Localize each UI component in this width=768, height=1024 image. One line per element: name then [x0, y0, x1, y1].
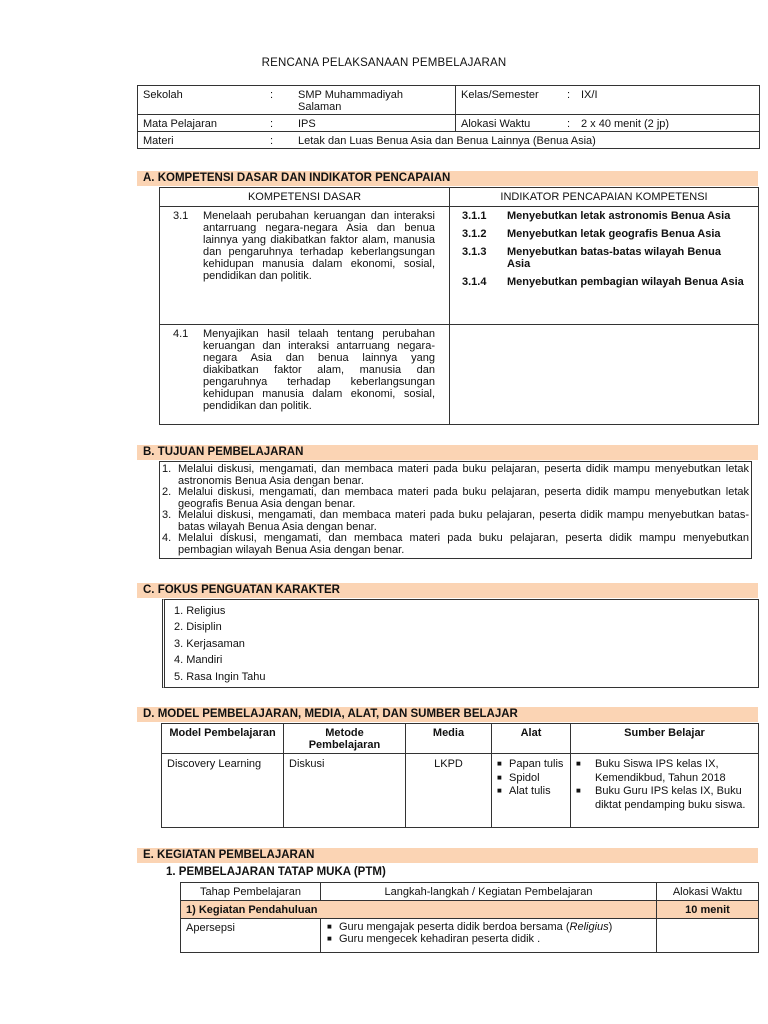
- section-c-heading: C. FOKUS PENGUATAN KARAKTER: [137, 583, 758, 598]
- colon: :: [270, 135, 274, 147]
- colon: :: [567, 118, 571, 130]
- sumber-header: Sumber Belajar: [571, 724, 759, 754]
- indicator-text: Menyebutkan pembagian wilayah Benua Asia: [507, 276, 744, 288]
- kd-2-text: Menyajikan hasil telaah tentang perubahan keruangan dan interaksi antarruang negara-negara Asia dan benua lainnya yang diakibatkan faktor alam, manusia dan pengaruhnya terhadap keberlangsungan kehidupan manusia dalam ekonomi, sosial, pendidikan dan politik.: [203, 328, 435, 412]
- kd-2-cell: [160, 325, 450, 425]
- tujuan-item: [162, 533, 749, 556]
- indicator-number: 3.1.3: [462, 246, 487, 258]
- alat-cell: [492, 754, 571, 828]
- alokasi-header: Alokasi Waktu: [657, 883, 759, 901]
- step-text: Guru mengecek kehadiran peserta didik .: [339, 933, 541, 945]
- indicator-item: [462, 228, 746, 240]
- alat-text: Papan tulis: [509, 758, 564, 770]
- kelas-cell: [456, 86, 760, 115]
- apersepsi-time: [657, 919, 759, 953]
- step-text: Guru mengajak peserta didik berdoa bersama (Religius): [339, 921, 613, 933]
- alat-item: [497, 758, 567, 772]
- colon: :: [270, 89, 274, 101]
- phase-pendahuluan: 1) Kegiatan Pendahuluan: [181, 901, 657, 919]
- step-item: [327, 921, 652, 933]
- kelas-label: Kelas/Semester: [461, 89, 539, 101]
- section-e-heading: E. KEGIATAN PEMBELAJARAN: [137, 848, 758, 863]
- bullet-icon: ■: [576, 786, 581, 795]
- colon: :: [567, 89, 571, 101]
- materi-value: Letak dan Luas Benua Asia dan Benua Lainnya (Benua Asia): [298, 135, 596, 147]
- sumber-item: [576, 785, 748, 812]
- mapel-cell: [138, 115, 456, 132]
- alokasi-value: 2 x 40 menit (2 jp): [581, 118, 670, 130]
- bullet-icon: ■: [497, 772, 502, 782]
- sumber-text: Buku Siswa IPS kelas IX, Kemendikbud, Tahun 2018: [595, 758, 726, 784]
- model-value: Discovery Learning: [162, 754, 284, 828]
- indicator-text: Menyebutkan letak geografis Benua Asia: [507, 228, 721, 240]
- kelas-value: IX/I: [581, 89, 598, 101]
- materi-label: Materi: [143, 135, 174, 147]
- karakter-item: 4. Mandiri: [174, 654, 223, 667]
- sumber-cell: [571, 754, 759, 828]
- indicator-text: Menyebutkan batas-batas wilayah Benua Asia: [507, 246, 721, 270]
- alat-text: Spidol: [509, 771, 540, 784]
- indicator-text: Menyebutkan letak astronomis Benua Asia: [507, 210, 731, 222]
- sekolah-value: SMP Muhammadiyah Salaman: [298, 89, 403, 113]
- karakter-item: 5. Rasa Ingin Tahu: [174, 670, 266, 683]
- tahap-header: Tahap Pembelajaran: [181, 883, 321, 901]
- tujuan-text: Melalui diskusi, mengamati, dan membaca materi pada buku pelajaran, peserta didik mampu menyebutkan pembagian wilayah Benua Asia dengan benar.: [178, 532, 749, 556]
- ptm-subheading: 1. PEMBELAJARAN TATAP MUKA (PTM): [166, 866, 386, 878]
- sumber-item: [576, 758, 748, 785]
- tujuan-text: Melalui diskusi, mengamati, dan membaca materi pada buku pelajaran, peserta didik mampu menyebutkan batas-batas wilayah Benua Asia dengan benar.: [178, 509, 749, 533]
- indicator-item: [462, 276, 746, 288]
- apersepsi-steps: [321, 919, 657, 953]
- section-a-heading: A. KOMPETENSI DASAR DAN INDIKATOR PENCAPAIAN: [137, 171, 758, 186]
- kd-2-number: 4.1: [173, 328, 189, 340]
- model-header: Model Pembelajaran: [162, 724, 284, 754]
- sekolah-cell: [138, 86, 456, 115]
- bullet-icon: ■: [497, 786, 502, 795]
- metode-header: Metode Pembelajaran: [284, 724, 406, 754]
- kd-1-text: Menelaah perubahan keruangan dan interaksi antarruang negara-negara Asia dan benua lainnya yang diakibatkan faktor alam, manusia dan pengaruhnya terhadap keberlangsungan kehidupan manusia dalam ekonomi, sosial, pendidikan dan politik.: [203, 210, 435, 282]
- indicator-item: [462, 210, 746, 222]
- karakter-item: 3. Kerjasaman: [174, 637, 245, 650]
- karakter-item: 1. Religius: [174, 605, 226, 617]
- indicator-number: 3.1.2: [462, 228, 487, 240]
- indicator-number: 3.1.4: [462, 276, 487, 288]
- kd-1-number: 3.1: [173, 210, 189, 222]
- kegiatan-table: [180, 882, 759, 953]
- sumber-text: Buku Guru IPS kelas IX, Buku diktat pendamping buku siswa.: [595, 785, 746, 811]
- ipk-header: INDIKATOR PENCAPAIAN KOMPETENSI: [450, 188, 759, 207]
- phase-pendahuluan-time: 10 menit: [657, 901, 759, 919]
- alat-text: Alat tulis: [509, 785, 551, 797]
- model-table: [161, 723, 759, 828]
- bullet-icon: ■: [576, 759, 581, 768]
- alat-item: [497, 772, 567, 786]
- tujuan-number: 2.: [162, 486, 172, 498]
- metode-value: Diskusi: [284, 754, 406, 828]
- tujuan-text: Melalui diskusi, mengamati, dan membaca materi pada buku pelajaran, peserta didik mampu menyebutkan letak geografis Benua Asia dengan benar.: [178, 486, 749, 510]
- apersepsi-label: Apersepsi: [181, 919, 321, 953]
- ipk-empty-cell: [450, 325, 759, 425]
- tujuan-item: [162, 487, 749, 510]
- kd-1-cell: [160, 207, 450, 325]
- identity-table: [137, 85, 760, 149]
- alat-header: Alat: [492, 724, 571, 754]
- ipk-cell: [450, 207, 759, 325]
- tujuan-number: 1.: [162, 463, 172, 475]
- alokasi-label: Alokasi Waktu: [461, 118, 531, 130]
- tujuan-number: 3.: [162, 509, 172, 521]
- tujuan-list: [159, 461, 752, 559]
- karakter-item: 2. Disiplin: [174, 621, 222, 634]
- page-title: RENCANA PELAKSANAAN PEMBELAJARAN: [261, 57, 507, 69]
- bullet-icon: ■: [327, 934, 332, 943]
- step-item: [327, 933, 652, 945]
- bullet-icon: ■: [327, 922, 332, 931]
- mapel-value: IPS: [298, 118, 316, 130]
- indicator-item: [462, 246, 746, 270]
- langkah-header: Langkah-langkah / Kegiatan Pembelajaran: [321, 883, 657, 901]
- sekolah-label: Sekolah: [143, 89, 183, 101]
- alat-item: [497, 785, 567, 799]
- tujuan-number: 4.: [162, 532, 172, 544]
- section-b-heading: B. TUJUAN PEMBELAJARAN: [137, 445, 758, 460]
- materi-cell: [138, 132, 760, 149]
- tujuan-item: [162, 464, 749, 487]
- indicator-number: 3.1.1: [462, 210, 487, 222]
- section-d-heading: D. MODEL PEMBELAJARAN, MEDIA, ALAT, DAN SUMBER BELAJAR: [137, 707, 758, 722]
- tujuan-text: Melalui diskusi, mengamati, dan membaca materi pada buku pelajaran, peserta didik mampu menyebutkan letak astronomis Benua Asia dengan benar.: [178, 463, 749, 487]
- kd-table: [159, 187, 759, 425]
- media-value: LKPD: [406, 754, 492, 828]
- mapel-label: Mata Pelajaran: [143, 118, 217, 130]
- tujuan-item: [162, 510, 749, 533]
- kd-header: KOMPETENSI DASAR: [160, 188, 450, 207]
- colon: :: [270, 118, 274, 130]
- karakter-list: [162, 599, 759, 688]
- bullet-icon: ■: [497, 759, 502, 768]
- media-header: Media: [406, 724, 492, 754]
- alokasi-cell: [456, 115, 760, 132]
